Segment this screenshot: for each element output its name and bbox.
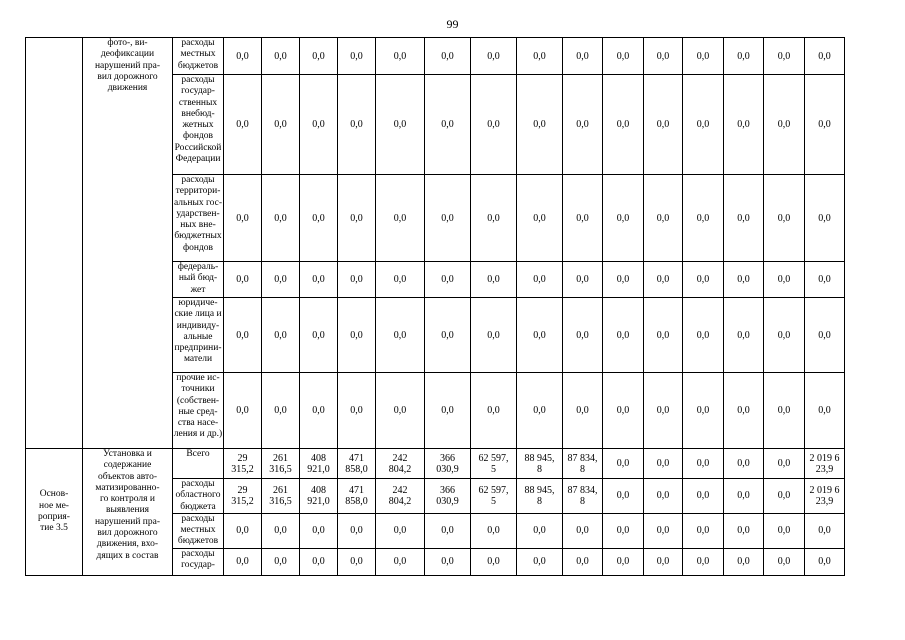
value-cell: 261 316,5 [262,449,300,479]
value-cell: 0,0 [644,75,683,175]
value-cell: 0,0 [224,262,262,298]
value-cell: 0,0 [338,548,376,575]
value-cell: 0,0 [764,373,805,449]
value-cell: 366 030,9 [425,449,471,479]
value-cell: 0,0 [764,75,805,175]
funding-source-cell: расходы государ- [173,548,224,575]
value-cell: 0,0 [471,373,517,449]
funding-source-cell: расходы областного бюджета [173,479,224,514]
value-cell: 0,0 [563,175,603,262]
value-cell: 0,0 [517,262,563,298]
value-cell: 0,0 [224,38,262,75]
value-cell: 0,0 [517,513,563,548]
funding-source-cell: расходы местных бюджетов [173,38,224,75]
value-cell: 0,0 [644,175,683,262]
value-cell: 0,0 [764,262,805,298]
value-cell: 0,0 [471,262,517,298]
value-cell: 0,0 [425,175,471,262]
value-cell: 0,0 [425,513,471,548]
value-cell: 0,0 [425,373,471,449]
value-cell: 0,0 [603,75,644,175]
value-cell: 366 030,9 [425,479,471,514]
value-cell: 0,0 [471,38,517,75]
value-cell: 62 597, 5 [471,449,517,479]
value-cell: 0,0 [563,262,603,298]
value-cell: 0,0 [644,548,683,575]
value-cell: 0,0 [425,75,471,175]
value-cell: 0,0 [603,298,644,373]
value-cell: 0,0 [764,548,805,575]
value-cell: 0,0 [300,373,338,449]
value-cell: 0,0 [563,373,603,449]
value-cell: 0,0 [425,298,471,373]
value-cell: 0,0 [338,175,376,262]
value-cell: 0,0 [683,548,724,575]
value-cell: 0,0 [376,513,425,548]
value-cell: 0,0 [805,38,845,75]
value-cell: 0,0 [563,548,603,575]
value-cell: 0,0 [224,373,262,449]
value-cell: 0,0 [262,262,300,298]
value-cell: 0,0 [603,262,644,298]
value-cell: 0,0 [805,548,845,575]
value-cell: 0,0 [563,75,603,175]
value-cell: 0,0 [338,513,376,548]
value-cell: 0,0 [683,298,724,373]
value-cell: 0,0 [764,175,805,262]
value-cell: 0,0 [471,548,517,575]
value-cell: 0,0 [603,373,644,449]
value-cell: 0,0 [262,298,300,373]
value-cell: 0,0 [224,548,262,575]
value-cell: 0,0 [338,262,376,298]
value-cell: 0,0 [805,75,845,175]
value-cell: 0,0 [563,298,603,373]
value-cell: 0,0 [683,175,724,262]
value-cell: 0,0 [376,175,425,262]
event-name-cell: фото-, ви- деофиксации нарушений пра- вил дорожного движения [83,38,173,449]
funding-source-cell: расходы местных бюджетов [173,513,224,548]
value-cell: 0,0 [262,373,300,449]
funding-source-cell: расходы государ- ственных внебюд- жетных фондов Российской Федерации [173,75,224,175]
event-label-cell [26,38,83,449]
value-cell: 0,0 [376,75,425,175]
value-cell: 0,0 [805,373,845,449]
value-cell: 408 921,0 [300,449,338,479]
value-cell: 0,0 [300,298,338,373]
value-cell: 0,0 [805,262,845,298]
value-cell: 0,0 [517,75,563,175]
value-cell: 0,0 [683,75,724,175]
value-cell: 0,0 [683,513,724,548]
value-cell: 0,0 [224,513,262,548]
value-cell: 0,0 [724,75,764,175]
value-cell: 0,0 [300,75,338,175]
event-name-cell: Установка и содержание объектов авто- матизированно- го контроля и выявления нарушений пра- вил дорожного движения, вхо- дящих в состав [83,449,173,576]
value-cell: 62 597, 5 [471,479,517,514]
value-cell: 0,0 [376,262,425,298]
value-cell: 0,0 [644,298,683,373]
value-cell: 0,0 [376,298,425,373]
value-cell: 0,0 [805,175,845,262]
value-cell: 0,0 [224,75,262,175]
funding-source-cell: Всего [173,449,224,479]
value-cell: 0,0 [764,38,805,75]
event-label-cell: Основ- ное ме- роприя- тие 3.5 [26,449,83,576]
value-cell: 471 858,0 [338,479,376,514]
value-cell: 87 834, 8 [563,479,603,514]
value-cell: 0,0 [300,548,338,575]
value-cell: 0,0 [471,513,517,548]
value-cell: 0,0 [376,38,425,75]
funding-source-cell: расходы территори- альных гос- ударствен- ных вне- бюджетных фондов [173,175,224,262]
value-cell: 0,0 [517,373,563,449]
table-row [26,38,845,75]
value-cell: 0,0 [603,38,644,75]
value-cell: 0,0 [338,38,376,75]
value-cell: 0,0 [724,479,764,514]
value-cell: 0,0 [724,449,764,479]
value-cell: 0,0 [300,38,338,75]
value-cell: 0,0 [517,175,563,262]
value-cell: 0,0 [724,298,764,373]
value-cell: 0,0 [644,479,683,514]
value-cell: 0,0 [300,513,338,548]
value-cell: 0,0 [603,479,644,514]
page-number: 99 [446,17,459,31]
value-cell: 0,0 [724,548,764,575]
value-cell: 29 315,2 [224,479,262,514]
value-cell: 0,0 [262,75,300,175]
value-cell: 0,0 [724,373,764,449]
value-cell: 408 921,0 [300,479,338,514]
value-cell: 0,0 [603,548,644,575]
value-cell: 0,0 [764,513,805,548]
value-cell: 0,0 [471,175,517,262]
value-cell: 0,0 [603,449,644,479]
value-cell: 0,0 [300,262,338,298]
value-cell: 0,0 [471,75,517,175]
value-cell: 0,0 [683,479,724,514]
value-cell: 0,0 [764,449,805,479]
value-cell: 0,0 [563,513,603,548]
value-cell: 0,0 [262,513,300,548]
value-cell: 0,0 [724,175,764,262]
value-cell: 0,0 [262,175,300,262]
value-cell: 0,0 [224,175,262,262]
value-cell: 0,0 [338,75,376,175]
value-cell: 0,0 [517,38,563,75]
value-cell: 0,0 [603,513,644,548]
value-cell: 0,0 [262,548,300,575]
value-cell: 0,0 [805,298,845,373]
value-cell: 0,0 [644,38,683,75]
value-cell: 0,0 [262,38,300,75]
value-cell: 0,0 [471,298,517,373]
value-cell: 88 945, 8 [517,479,563,514]
value-cell: 0,0 [603,175,644,262]
budget-table [25,37,845,576]
value-cell: 0,0 [805,513,845,548]
value-cell: 0,0 [683,262,724,298]
value-cell: 242 804,2 [376,449,425,479]
funding-source-cell: прочие ис- точники (собствен- ные сред- ства насе- ления и др.) [173,373,224,449]
value-cell: 0,0 [764,298,805,373]
value-cell: 0,0 [376,373,425,449]
value-cell: 0,0 [376,548,425,575]
value-cell: 0,0 [563,38,603,75]
value-cell: 2 019 6 23,9 [805,479,845,514]
value-cell: 2 019 6 23,9 [805,449,845,479]
value-cell: 0,0 [644,373,683,449]
value-cell: 0,0 [224,298,262,373]
value-cell: 0,0 [338,298,376,373]
value-cell: 0,0 [724,262,764,298]
value-cell: 0,0 [425,38,471,75]
value-cell: 0,0 [517,298,563,373]
value-cell: 471 858,0 [338,449,376,479]
value-cell: 0,0 [644,513,683,548]
value-cell: 0,0 [724,38,764,75]
value-cell: 29 315,2 [224,449,262,479]
value-cell: 0,0 [425,262,471,298]
value-cell: 0,0 [764,479,805,514]
value-cell: 0,0 [724,513,764,548]
funding-source-cell: юридиче- ские лица и индивиду- альные предприни- матели [173,298,224,373]
value-cell: 0,0 [300,175,338,262]
value-cell: 0,0 [683,38,724,75]
table-row [26,449,845,479]
value-cell: 0,0 [517,548,563,575]
value-cell: 242 804,2 [376,479,425,514]
value-cell: 87 834, 8 [563,449,603,479]
value-cell: 0,0 [425,548,471,575]
value-cell: 0,0 [644,449,683,479]
funding-source-cell: федераль- ный бюд- жет [173,262,224,298]
value-cell: 261 316,5 [262,479,300,514]
value-cell: 0,0 [338,373,376,449]
value-cell: 0,0 [644,262,683,298]
value-cell: 0,0 [683,373,724,449]
value-cell: 88 945, 8 [517,449,563,479]
value-cell: 0,0 [683,449,724,479]
